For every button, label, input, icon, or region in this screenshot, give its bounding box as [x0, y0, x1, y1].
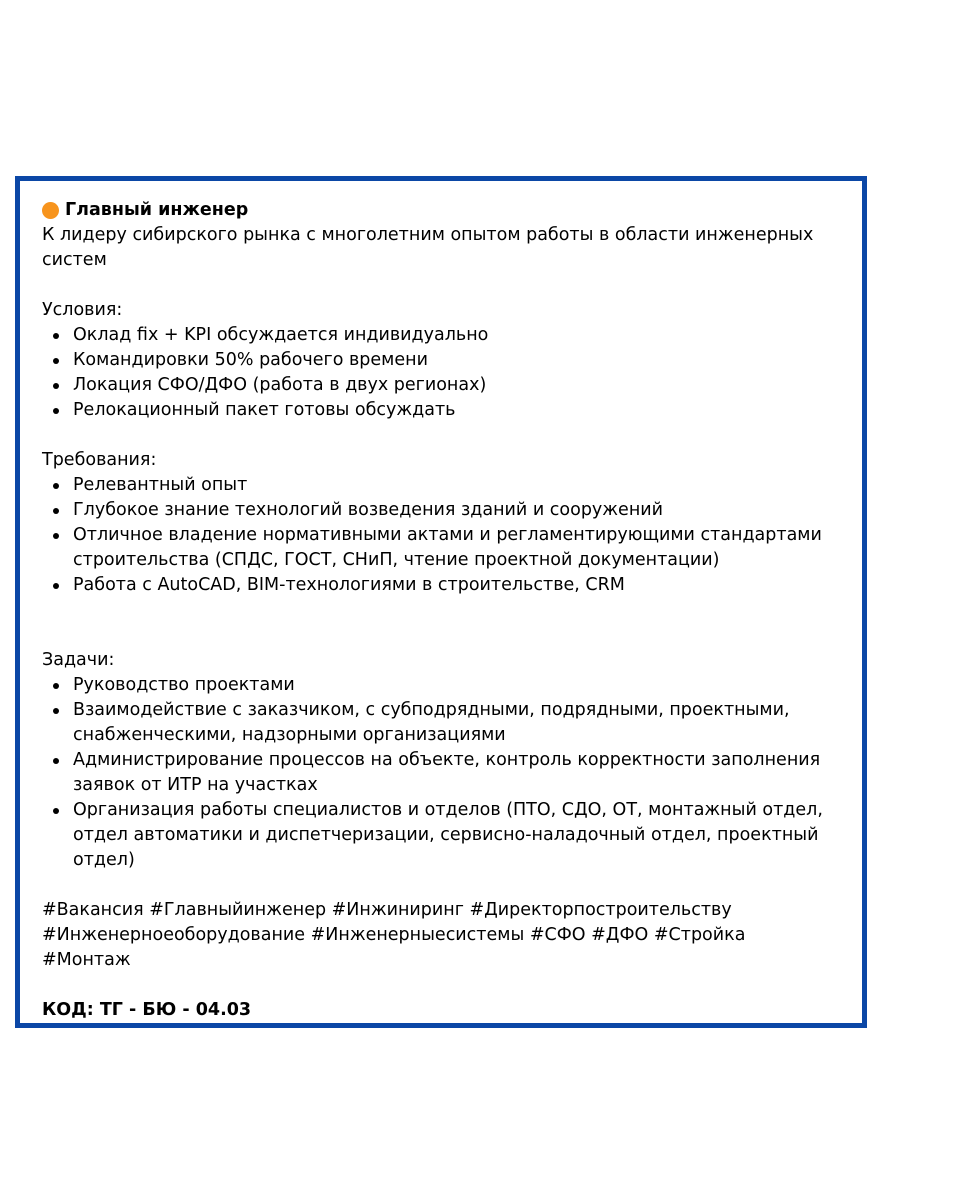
orange-circle-icon	[42, 202, 59, 219]
list-item: Взаимодействие с заказчиком, с субподрядными, подрядными, проектными, снабженческими, надзорными организациями	[73, 698, 832, 748]
list-item: Работа с AutoCAD, BIM-технологиями в строительстве, CRM	[73, 573, 832, 598]
spacer	[42, 598, 832, 648]
spacer	[42, 873, 832, 898]
title-row	[42, 198, 832, 223]
vacancy-card	[15, 176, 867, 1028]
vacancy-intro: К лидеру сибирского рынка с многолетним опытом работы в области инженерных систем	[42, 225, 814, 270]
list-item: Отличное владение нормативными актами и регламентирующими стандартами строительства (СПДС, ГОСТ, СНиП, чтение проектной документации)	[73, 523, 832, 573]
list-item: Глубокое знание технологий возведения зданий и сооружений	[73, 498, 832, 523]
list-item: Релокационный пакет готовы обсуждать	[73, 398, 832, 423]
spacer	[42, 423, 832, 448]
list-item: Релевантный опыт	[73, 473, 832, 498]
spacer	[42, 973, 832, 998]
tasks-list	[42, 673, 832, 873]
list-item: Руководство проектами	[73, 673, 832, 698]
list-item: Организация работы специалистов и отделов (ПТО, СДО, ОТ, монтажный отдел, отдел автоматики и диспетчеризации, сервисно-наладочный отдел, проектный отдел)	[73, 798, 832, 873]
vacancy-content	[42, 198, 832, 1023]
requirements-heading: Требования:	[42, 450, 157, 470]
vacancy-title: Главный инженер	[65, 200, 249, 220]
hashtags-line-2: #Инженерноеоборудование #Инженерныесистемы #СФО #ДФО #Стройка #Монтаж	[42, 925, 746, 970]
conditions-list	[42, 323, 832, 423]
requirements-list	[42, 473, 832, 598]
list-item: Локация СФО/ДФО (работа в двух регионах)	[73, 373, 832, 398]
tasks-heading: Задачи:	[42, 650, 115, 670]
list-item: Командировки 50% рабочего времени	[73, 348, 832, 373]
list-item: Оклад fix + KPI обсуждается индивидуально	[73, 323, 832, 348]
hashtags-line-1: #Вакансия #Главныйинженер #Инжиниринг #Директорпостроительству	[42, 900, 732, 920]
conditions-heading: Условия:	[42, 300, 123, 320]
list-item: Администрирование процессов на объекте, контроль корректности заполнения заявок от ИТР на участках	[73, 748, 832, 798]
vacancy-code: КОД: ТГ - БЮ - 04.03	[42, 1000, 252, 1020]
spacer	[42, 273, 832, 298]
